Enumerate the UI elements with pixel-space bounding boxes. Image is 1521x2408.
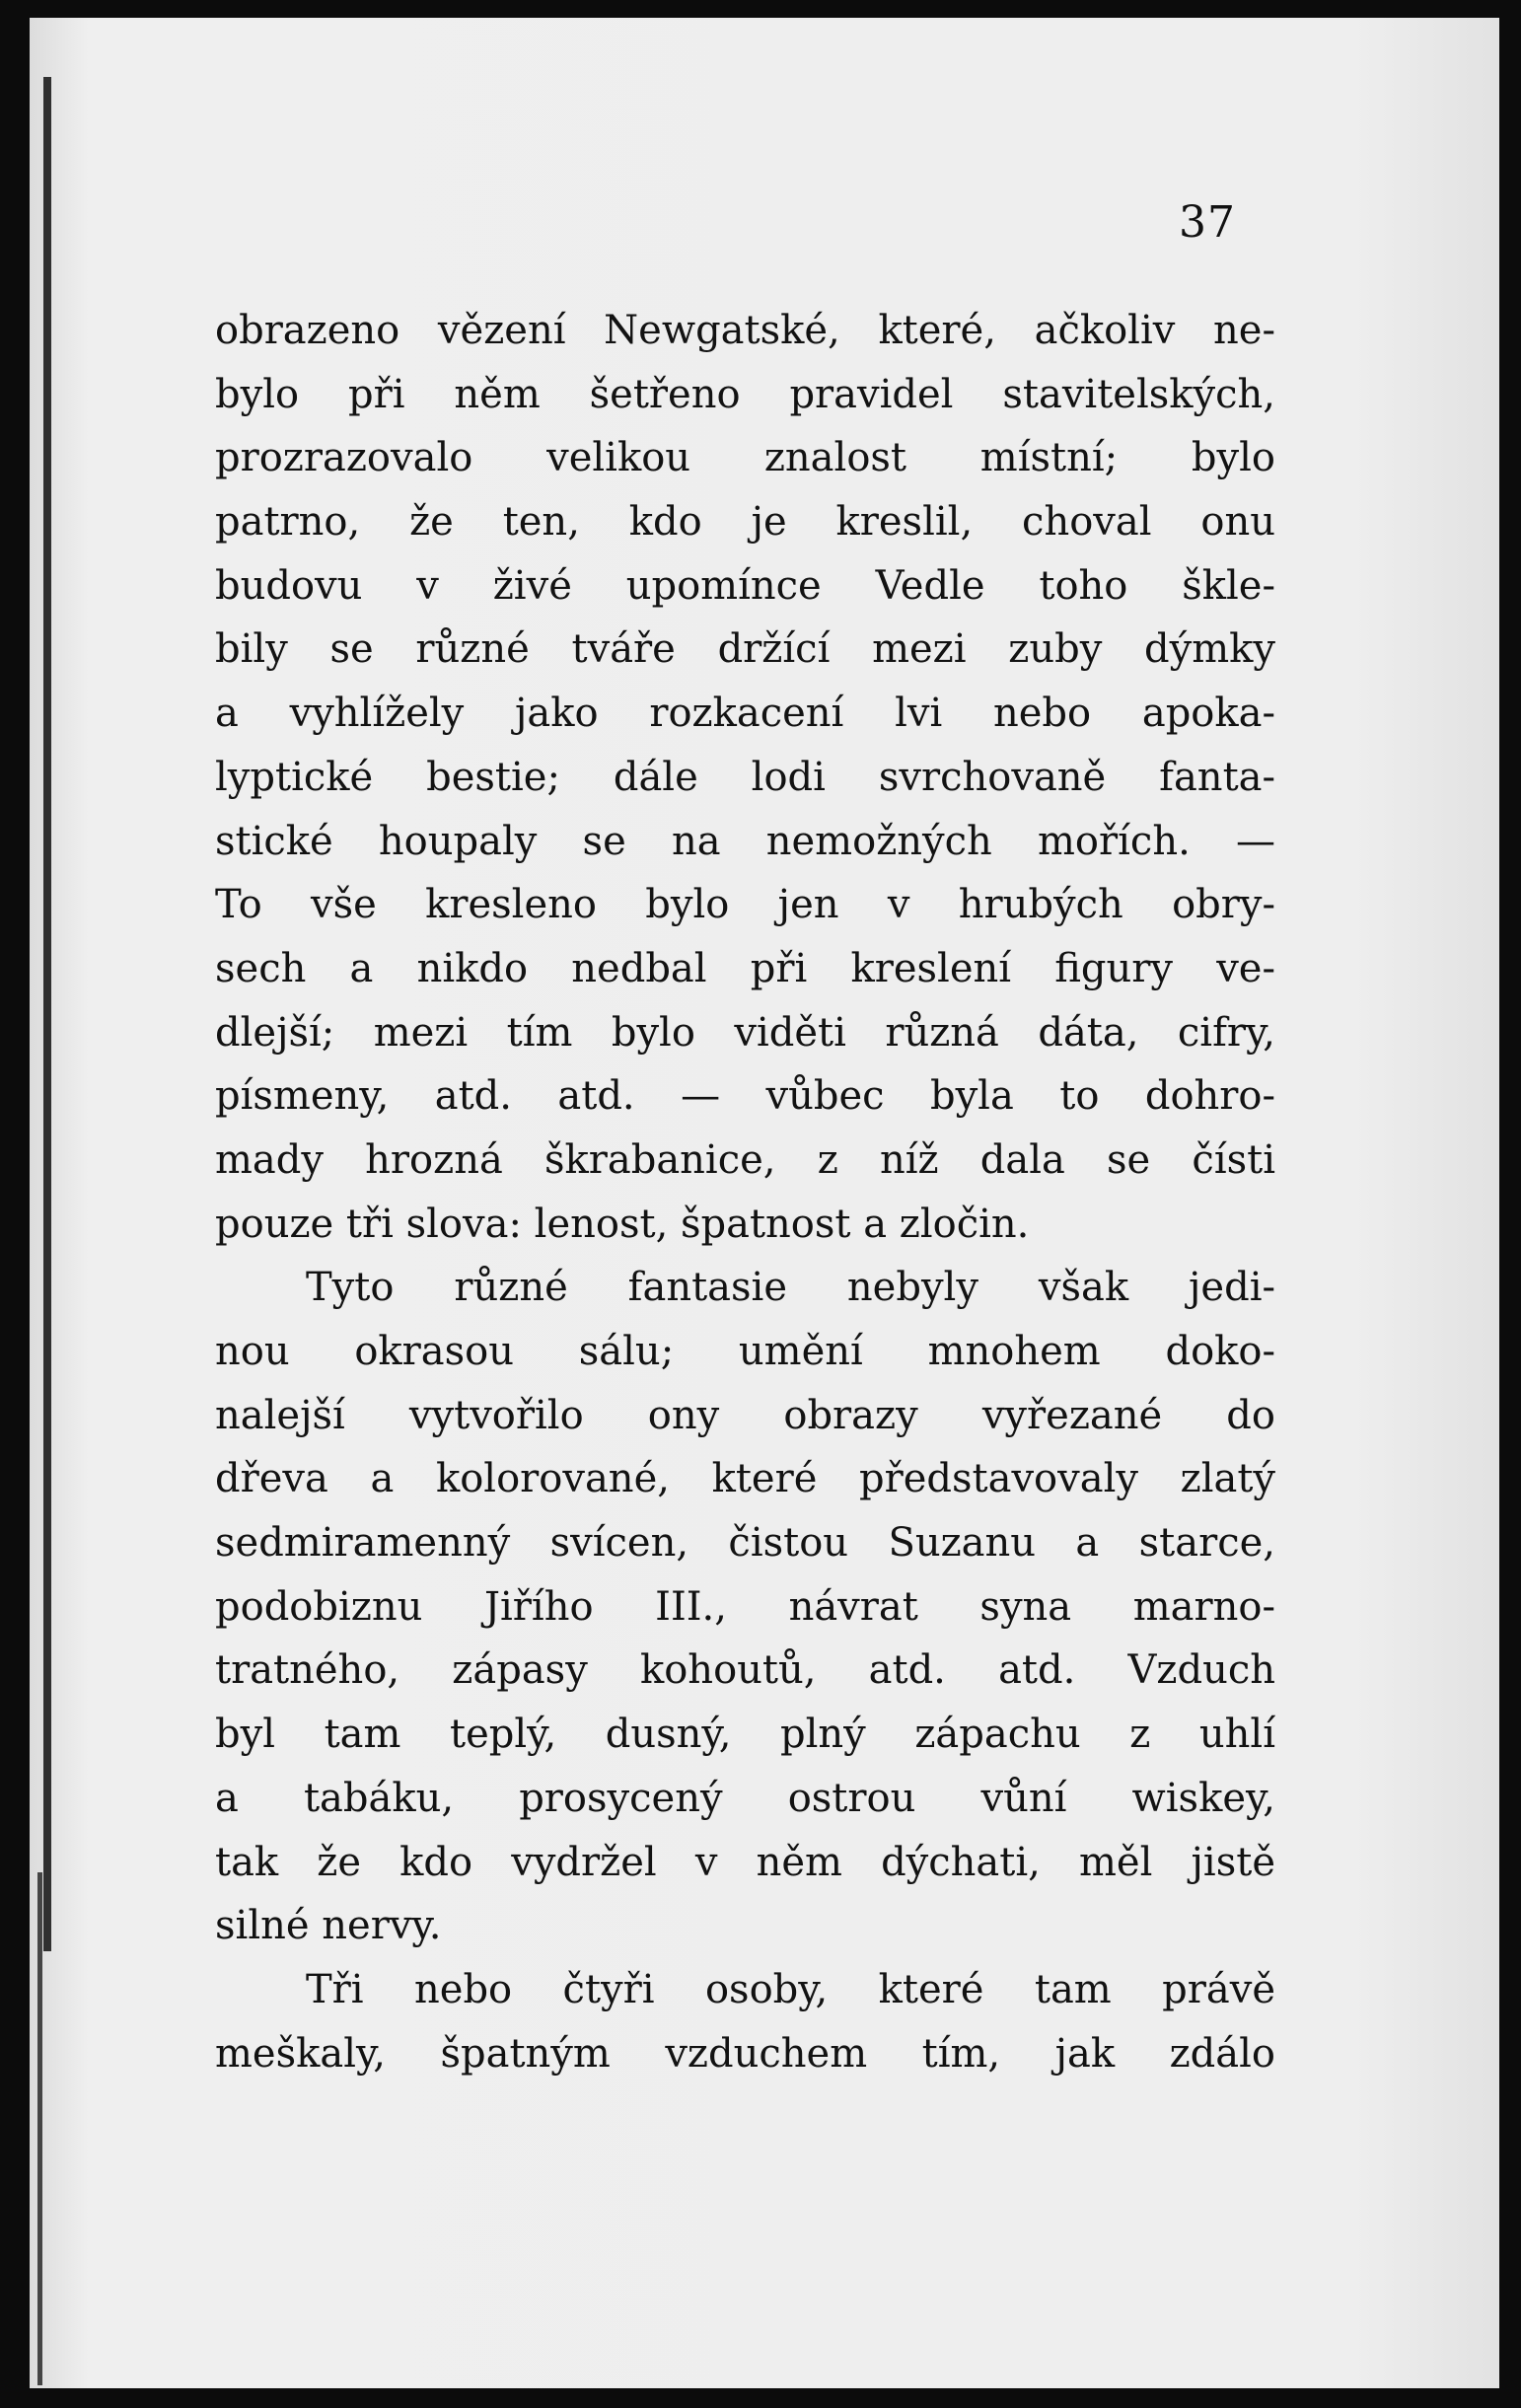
page-number: 37: [1179, 197, 1236, 248]
text-line: dřeva a kolorované, které představovaly zlatý: [215, 1456, 1275, 1502]
text-line: obrazeno vězení Newgatské, které, ačkoliv ne-: [215, 308, 1275, 353]
text-line: stické houpaly se na nemožných mořích. —: [215, 818, 1275, 864]
text-line: dlejší; mezi tím bylo viděti různá dáta, cifry,: [215, 1009, 1275, 1056]
text-line: a tabáku, prosycený ostrou vůní wiskey,: [215, 1775, 1275, 1821]
text-line: prozrazovalo velikou znalost místní; bylo: [215, 435, 1275, 481]
text-line: bily se různé tváře držící mezi zuby dýmky: [215, 626, 1275, 673]
text-line: a vyhlížely jako rozkacení lvi nebo apoka-: [215, 691, 1275, 737]
text-line: mady hrozná škrabanice, z níž dala se čísti: [215, 1136, 1275, 1183]
text-line: meškaly, špatným vzduchem tím, jak zdálo: [215, 2030, 1275, 2077]
binding-edge: [43, 77, 51, 1951]
text-line: byl tam teplý, dusný, plný zápachu z uhlí: [215, 1712, 1275, 1758]
binding-edge-lower: [37, 1872, 42, 2385]
paragraph-start-line: Tři nebo čtyři osoby, které tam právě: [306, 1966, 1275, 2012]
text-line: podobiznu Jiřího III., návrat syna marno-: [215, 1583, 1275, 1630]
body-text: [215, 299, 1275, 2085]
text-line: patrno, že ten, kdo je kreslil, choval onu: [215, 499, 1275, 546]
text-line: bylo při něm šetřeno pravidel stavitelských,: [215, 371, 1275, 417]
text-line: sech a nikdo nedbal při kreslení figury ve-: [215, 945, 1275, 991]
text-line: silné nervy.: [215, 1903, 442, 1949]
text-line: nalejší vytvořilo ony obrazy vyřezané do: [215, 1392, 1275, 1438]
text-line: písmeny, atd. atd. — vůbec byla to dohro-: [215, 1073, 1275, 1120]
text-line: To vše kresleno bylo jen v hrubých obry-: [215, 882, 1275, 928]
text-line: tratného, zápasy kohoutů, atd. atd. Vzduch: [215, 1647, 1275, 1694]
paragraph-start-line: Tyto různé fantasie nebyly však jedi-: [306, 1265, 1275, 1311]
text-line: budovu v živé upomínce Vedle toho škle-: [215, 562, 1275, 609]
text-line: sedmiramenný svícen, čistou Suzanu a starce,: [215, 1520, 1275, 1567]
text-line: pouze tři slova: lenost, špatnost a zločin.: [215, 1201, 1030, 1247]
text-line: lyptické bestie; dále lodi svrchovaně fanta-: [215, 754, 1275, 800]
text-line: nou okrasou sálu; umění mnohem doko-: [215, 1329, 1275, 1374]
text-line: tak že kdo vydržel v něm dýchati, měl jistě: [215, 1839, 1275, 1885]
